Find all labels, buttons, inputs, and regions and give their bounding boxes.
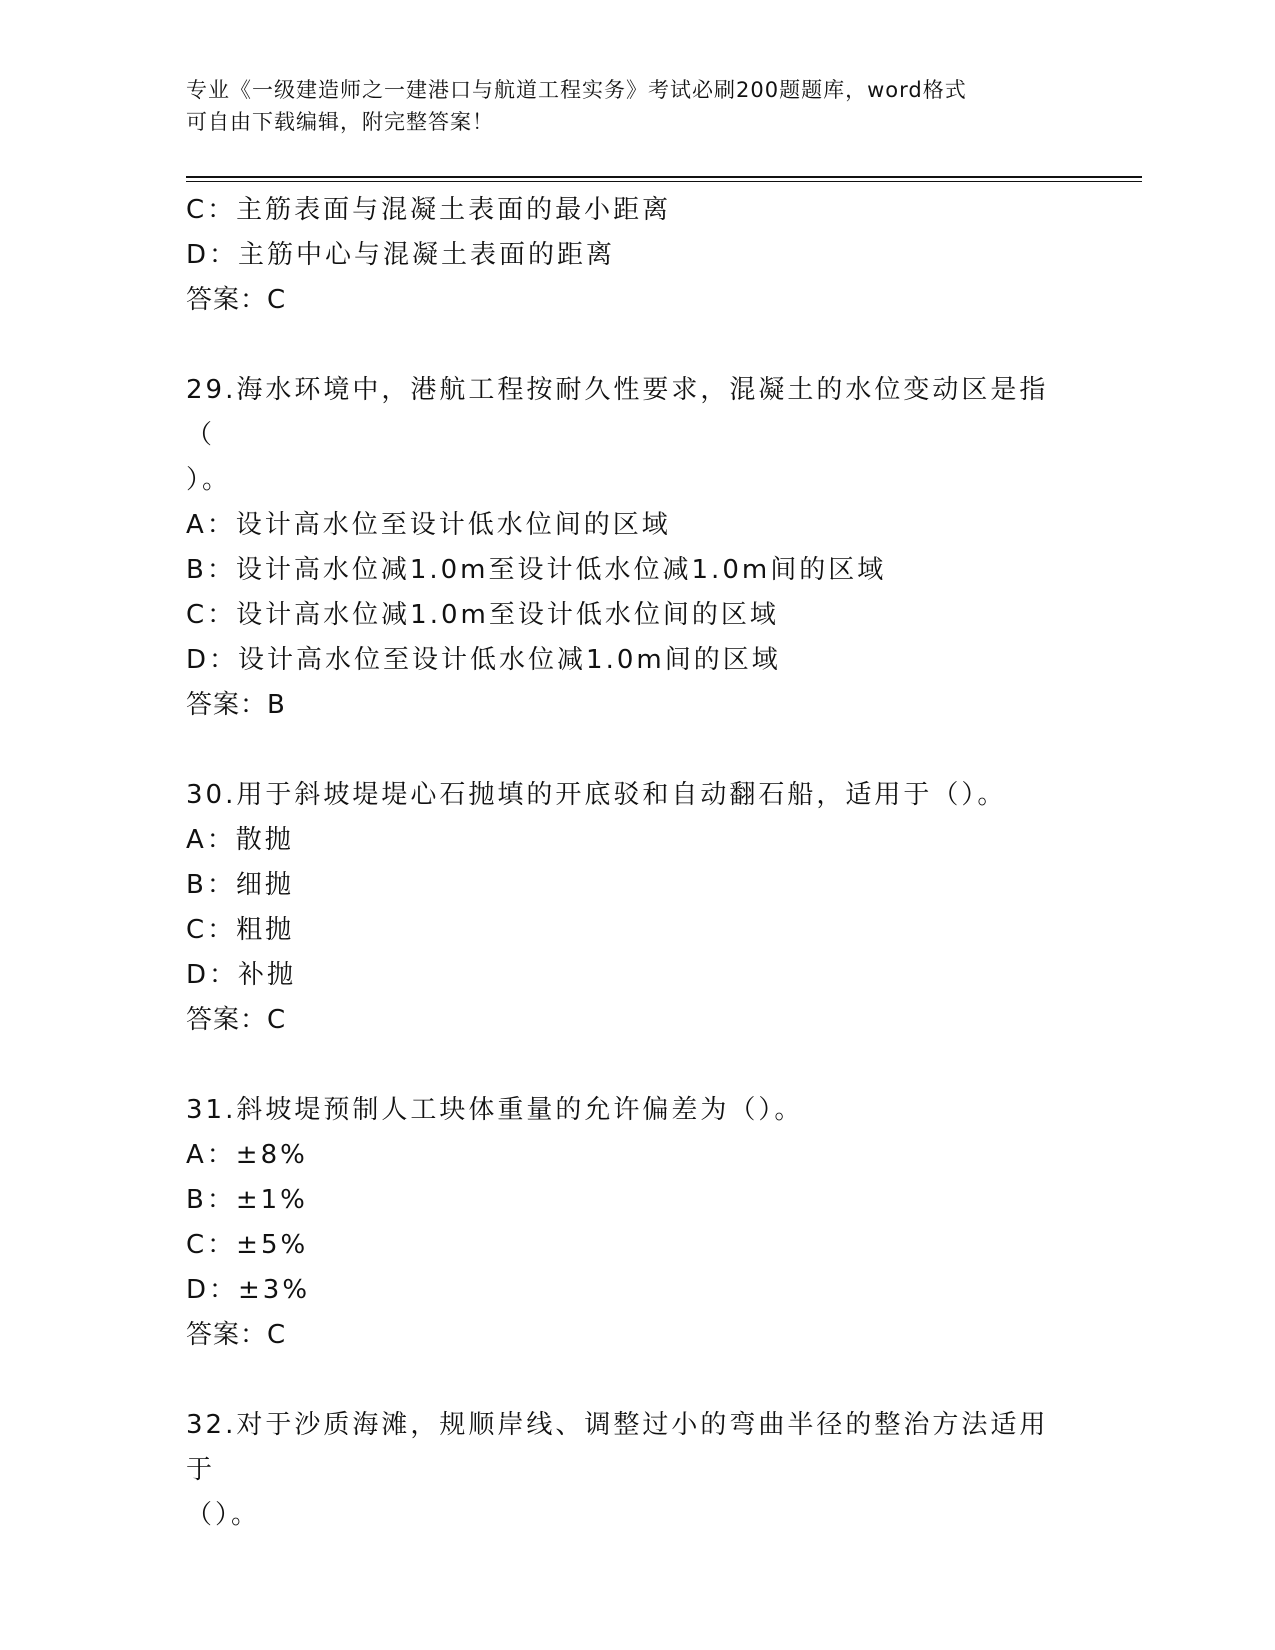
question-text bbox=[186, 368, 1066, 503]
document-header bbox=[186, 74, 1086, 138]
header-divider-thick bbox=[186, 176, 1142, 178]
answer-line: 答案：C bbox=[186, 285, 287, 315]
option-d: D：±3% bbox=[186, 1275, 311, 1305]
option-c: C：设计高水位减1.0m至设计低水位间的区域 bbox=[186, 600, 779, 630]
option-a: A：设计高水位至设计低水位间的区域 bbox=[186, 510, 671, 540]
option-c: C：±5% bbox=[186, 1230, 309, 1260]
question-28-tail bbox=[186, 188, 1086, 323]
option-b: B：细抛 bbox=[186, 870, 294, 900]
question-29 bbox=[186, 368, 1086, 728]
header-title-line-1: 专业《一级建造师之一建港口与航道工程实务》考试必刷200题题库，word格式 bbox=[186, 78, 967, 102]
option-b: B：±1% bbox=[186, 1185, 308, 1215]
question-text-line-2: ）。 bbox=[186, 465, 232, 495]
answer-line: 答案：B bbox=[186, 690, 286, 720]
option-b: B：设计高水位减1.0m至设计低水位减1.0m间的区域 bbox=[186, 555, 887, 585]
option-c: C：主筋表面与混凝土表面的最小距离 bbox=[186, 195, 672, 225]
answer-line: 答案：C bbox=[186, 1320, 287, 1350]
option-d: D：主筋中心与混凝土表面的距离 bbox=[186, 240, 616, 270]
question-list bbox=[186, 188, 1086, 1538]
answer-line: 答案：C bbox=[186, 1005, 287, 1035]
question-text bbox=[186, 1403, 1066, 1538]
option-c: C：粗抛 bbox=[186, 915, 295, 945]
option-a: A：散抛 bbox=[186, 825, 294, 855]
option-a: A：±8% bbox=[186, 1140, 308, 1170]
question-31 bbox=[186, 1088, 1086, 1358]
question-30 bbox=[186, 773, 1086, 1043]
option-d: D：设计高水位至设计低水位减1.0m间的区域 bbox=[186, 645, 781, 675]
header-divider-thin bbox=[186, 181, 1142, 182]
question-32 bbox=[186, 1403, 1086, 1538]
option-d: D：补抛 bbox=[186, 960, 297, 990]
question-text-line-2: （）。 bbox=[186, 1500, 261, 1530]
header-title-line-2: 可自由下载编辑，附完整答案！ bbox=[186, 110, 494, 134]
question-text-line-1: 29.海水环境中，港航工程按耐久性要求，混凝土的水位变动区是指（ bbox=[186, 375, 1049, 450]
question-text-line-1: 32.对于沙质海滩，规顺岸线、调整过小的弯曲半径的整治方法适用于 bbox=[186, 1410, 1049, 1485]
question-text: 30.用于斜坡堤堤心石抛填的开底驳和自动翻石船，适用于（）。 bbox=[186, 780, 1007, 810]
question-text: 31.斜坡堤预制人工块体重量的允许偏差为（）。 bbox=[186, 1095, 804, 1125]
